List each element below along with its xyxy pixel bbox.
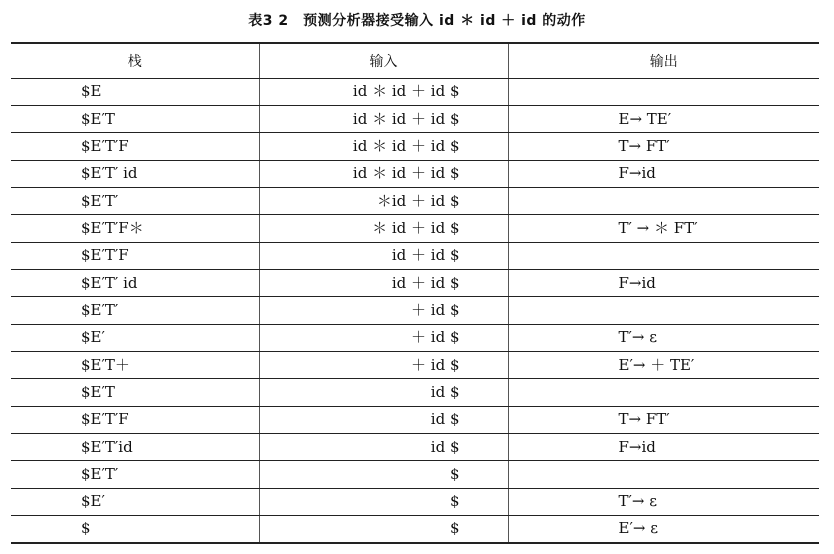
table-row <box>11 433 819 460</box>
header-row <box>11 43 819 78</box>
stack-cell: $E′T′F <box>11 406 259 433</box>
stack-cell: $E′T′ <box>11 461 259 488</box>
stack-cell: $E′T <box>11 379 259 406</box>
stack-cell: $E′T′F＊ <box>11 215 259 242</box>
input-cell: id ＋ id $ <box>259 242 508 269</box>
input-cell: ＊id ＋ id $ <box>259 187 508 214</box>
table-row <box>11 488 819 515</box>
output-cell: F→id <box>508 269 819 296</box>
table-row <box>11 105 819 132</box>
stack-cell: $E′T＋ <box>11 351 259 378</box>
output-cell <box>508 297 819 324</box>
table-row <box>11 379 819 406</box>
table-row <box>11 160 819 187</box>
input-cell: ＋ id $ <box>259 324 508 351</box>
input-cell: ＋ id $ <box>259 297 508 324</box>
stack-cell: $E′ <box>11 324 259 351</box>
table-row <box>11 351 819 378</box>
input-cell: $ <box>259 488 508 515</box>
output-cell: T→ FT′ <box>508 406 819 433</box>
stack-cell: $E′T′F <box>11 133 259 160</box>
input-cell: id $ <box>259 433 508 460</box>
input-cell: id ＊ id ＋ id $ <box>259 105 508 132</box>
table-row <box>11 78 819 105</box>
table-row <box>11 406 819 433</box>
stack-cell: $E′T′id <box>11 433 259 460</box>
input-cell: id ＊ id ＋ id $ <box>259 133 508 160</box>
output-cell <box>508 242 819 269</box>
table-row <box>11 516 819 543</box>
input-cell: $ <box>259 516 508 543</box>
output-cell: T′→ ε <box>508 488 819 515</box>
stack-cell: $E′T′F <box>11 242 259 269</box>
table-row <box>11 324 819 351</box>
table-row <box>11 269 819 296</box>
input-cell: id ＊ id ＋ id $ <box>259 160 508 187</box>
stack-cell: $E′T′ id <box>11 160 259 187</box>
output-cell: F→id <box>508 433 819 460</box>
output-cell <box>508 187 819 214</box>
output-cell <box>508 461 819 488</box>
input-cell: ＋ id $ <box>259 351 508 378</box>
stack-cell: $ <box>11 516 259 543</box>
header-output: 输出 <box>508 43 819 78</box>
output-cell: T′→ ε <box>508 324 819 351</box>
output-cell: F→id <box>508 160 819 187</box>
table-row <box>11 461 819 488</box>
table-row <box>11 187 819 214</box>
output-cell: E′→ ε <box>508 516 819 543</box>
input-cell: id ＋ id $ <box>259 269 508 296</box>
output-cell: T→ FT′ <box>508 133 819 160</box>
header-stack: 栈 <box>11 43 259 78</box>
input-cell: id $ <box>259 406 508 433</box>
table-caption: 表3 2 预测分析器接受输入 id ＊ id ＋ id 的动作 <box>248 13 586 29</box>
stack-cell: $E′T′ <box>11 297 259 324</box>
input-cell: $ <box>259 461 508 488</box>
output-cell: T′ → ＊ FT′ <box>508 215 819 242</box>
header-input: 输入 <box>259 43 508 78</box>
table-row <box>11 215 819 242</box>
parsing-actions-table <box>11 42 819 544</box>
stack-cell: $E′T′ <box>11 187 259 214</box>
stack-cell: $E <box>11 78 259 105</box>
input-cell: id $ <box>259 379 508 406</box>
input-cell: ＊ id ＋ id $ <box>259 215 508 242</box>
stack-cell: $E′ <box>11 488 259 515</box>
stack-cell: $E′T′ id <box>11 269 259 296</box>
output-cell <box>508 78 819 105</box>
input-cell: id ＊ id ＋ id $ <box>259 78 508 105</box>
table-row <box>11 297 819 324</box>
output-cell: E→ TE′ <box>508 105 819 132</box>
output-cell <box>508 379 819 406</box>
output-cell: E′→ ＋ TE′ <box>508 351 819 378</box>
stack-cell: $E′T <box>11 105 259 132</box>
table-row <box>11 242 819 269</box>
table-row <box>11 133 819 160</box>
